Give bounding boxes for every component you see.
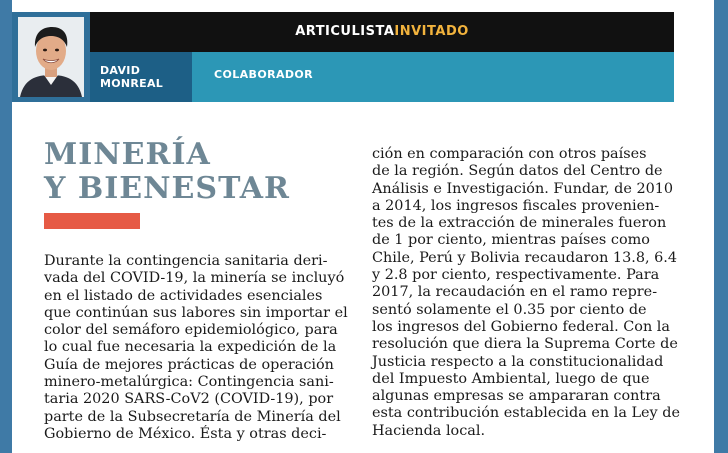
author-role: COLABORADOR — [214, 68, 314, 81]
author-name — [100, 64, 190, 90]
body-line: vada del COVID-19, la minería se incluyó — [44, 270, 345, 287]
body-line: Durante la contingencia sanitaria deri- — [44, 253, 328, 269]
section-title-main: ARTICULISTA — [295, 24, 395, 39]
body-line: taria 2020 SARS-CoV2 (COVID-19), por — [44, 391, 334, 408]
body-line: Justicia respecto a la constitucionalidad — [372, 353, 664, 370]
author-last-name: MONREAL — [100, 77, 164, 90]
left-page-edge — [0, 0, 12, 453]
body-line: minero-metalúrgica: Contingencia sani- — [44, 374, 334, 391]
headline-accent-bar — [44, 213, 140, 229]
body-line: parte de la Subsecretaría de Minería del — [44, 408, 341, 425]
body-line: Hacienda local. — [372, 422, 486, 439]
body-line: a 2014, los ingresos fiscales provenien- — [372, 197, 660, 214]
body-line: tes de la extracción de minerales fueron — [372, 215, 667, 232]
body-line: sentó solamente el 0.35 por ciento de — [372, 301, 647, 318]
author-photo — [18, 17, 84, 97]
article-headline — [44, 138, 344, 206]
right-page-edge — [714, 0, 728, 453]
body-line: 2017, la recaudación en el ramo repre- — [372, 284, 658, 301]
body-line: Gobierno de México. Ésta y otras deci- — [44, 425, 327, 442]
headline-line-2: Y BIENESTAR — [44, 171, 290, 206]
body-line: Guía de mejores prácticas de operación — [44, 356, 334, 373]
headline-line-1: MINERÍA — [44, 137, 211, 172]
section-title-accent: INVITADO — [394, 24, 469, 39]
body-line: y 2.8 por ciento, respectivamente. Para — [372, 267, 660, 284]
author-portrait-icon — [18, 17, 84, 97]
body-line: de la región. Según datos del Centro de — [372, 163, 663, 180]
body-line: de 1 por ciento, mientras países como — [372, 232, 650, 249]
body-line: algunas empresas se ampararan contra — [372, 388, 661, 405]
body-line: los ingresos del Gobierno federal. Con la — [372, 318, 670, 335]
body-line: esta contribución establecida en la Ley de — [372, 405, 680, 422]
body-line: color del semáforo epidemiológico, para — [44, 322, 338, 339]
body-line: en el listado de actividades esenciales — [44, 287, 323, 304]
article-column-right — [372, 146, 680, 440]
body-line: que continúan sus labores sin importar el — [44, 304, 348, 321]
body-line: del Impuesto Ambiental, luego de que — [372, 370, 650, 387]
body-line: Análisis e Investigación. Fundar, de 2010 — [372, 180, 674, 197]
body-line: lo cual fue necesaria la expedición de la — [44, 339, 337, 356]
body-line: Chile, Perú y Bolivia recaudaron 13.8, 6.4 — [372, 249, 678, 266]
body-line: resolución que diera la Suprema Corte de — [372, 336, 678, 353]
body-line: ción en comparación con otros países — [372, 146, 647, 162]
section-title — [0, 12, 674, 52]
author-first-name: DAVID — [100, 64, 141, 77]
article-column-left — [44, 253, 348, 443]
